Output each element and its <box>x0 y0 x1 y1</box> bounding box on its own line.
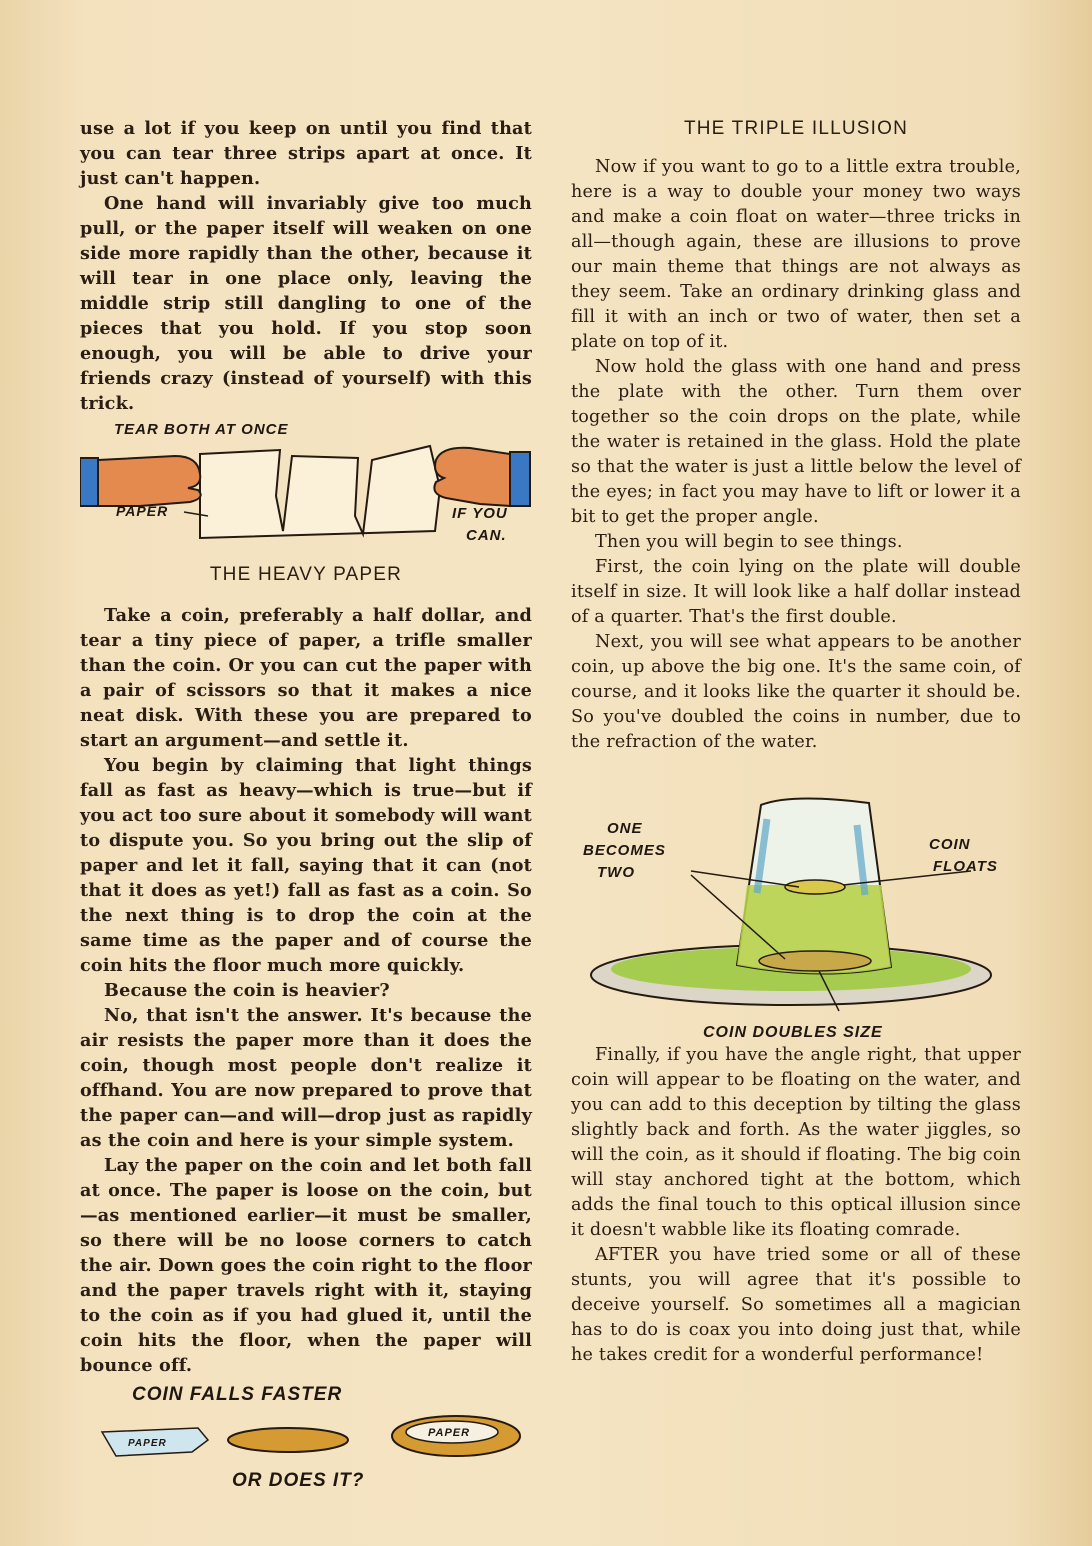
heavy-paper-heading: THE HEAVY PAPER <box>209 564 403 585</box>
right-paragraph-3: Then you will begin to see things. <box>595 532 903 552</box>
left-paragraph-1: use a lot if you keep on until you find that you can tear three strips apart at once. It just can't happen. <box>80 118 532 189</box>
right-column <box>571 116 1021 1368</box>
left-column <box>80 116 532 1498</box>
or-does-it-label: OR DOES IT? <box>232 1470 365 1491</box>
left-paragraph-6: No, that isn't the answer. It's because the air resists the paper more than it does the coin, though most people don't realize it offhand. You are now prepared to prove that the paper can—and will—drop just as rapidly as the coin and here is your simple system. <box>80 1005 532 1151</box>
left-paragraph-5: Because the coin is heavier? <box>104 980 390 1001</box>
right-hand-icon <box>434 448 510 506</box>
left-cuff-icon <box>80 458 98 506</box>
coin-doubles-label: COIN DOUBLES SIZE <box>703 1024 883 1041</box>
left-paragraph-2: One hand will invariably give too much pull, or the paper itself will weaken on one side more rapidly than the other, because it will tear in one place only, leaving the middle strip still dangling to one of the pieces that you hold. If you stop soon enough, you will be able to drive your friends crazy (instead of yourself) with this trick. <box>80 193 532 414</box>
right-paragraph-6: Finally, if you have the angle right, that upper coin will appear to be floating on the water, and you can add to this deception by tilting the glass slightly back and forth. As the water jiggles, so will the coin, as it should if floating. The big coin will stay anchored tight at the bottom, which adds the final touch to this optical illusion since it doesn't wabble like its floating comrade. <box>571 1045 1021 1240</box>
coin-label: COIN <box>929 836 971 853</box>
paper-disk-label: PAPER <box>428 1427 471 1439</box>
triple-illusion-heading: THE TRIPLE ILLUSION <box>683 118 909 139</box>
two-label: TWO <box>597 864 635 881</box>
paper-label: PAPER <box>116 503 169 519</box>
right-paragraph-2: Now hold the glass with one hand and press the plate with the other. Turn them over together so the coin drops on the plate, while the water is retained in the glass. Hold the plate so that the water is just a little below the level of the eyes; in fact you may have to lift or lower it a bit to get the proper angle. <box>571 357 1021 527</box>
becomes-label: BECOMES <box>583 842 666 859</box>
one-label: ONE <box>607 820 643 837</box>
falling-coin-icon <box>228 1428 348 1452</box>
coin-falls-label: COIN FALLS FASTER <box>132 1384 343 1405</box>
can-label: CAN. <box>466 527 507 544</box>
glass-illusion-illustration <box>571 775 1021 1043</box>
tear-both-label: TEAR BOTH AT ONCE <box>114 421 289 438</box>
left-paragraph-3: Take a coin, preferably a half dollar, and tear a tiny piece of paper, a trifle smaller than the coin. Or you can cut the paper with a pair of scissors so that it makes a nice neat disk. With these you are prepared to start an argument—and settle it. <box>80 605 532 751</box>
coin-falls-illustration <box>80 1378 532 1498</box>
if-you-label: IF YOU <box>452 505 508 522</box>
right-paragraph-4: First, the coin lying on the plate will double itself in size. It will look like a half dollar instead of a quarter. That's the first double. <box>571 557 1021 627</box>
floats-label: FLOATS <box>933 858 998 875</box>
right-cuff-icon <box>510 452 530 506</box>
left-paragraph-7: Lay the paper on the coin and let both fall at once. The paper is loose on the coin, but —as mentioned earlier—it must be smaller, so there will be no loose corners to catch the air. Down goes the coin right to the floor and the paper travels right with it, staying to the coin as if you had glued it, until the coin hits the floor, when the paper will bounce off. <box>80 1155 532 1376</box>
doubled-coin-icon <box>759 951 871 971</box>
left-hand-icon <box>98 456 201 506</box>
paper-sheet-icon <box>200 446 440 538</box>
tear-paper-illustration <box>80 416 532 560</box>
left-paragraph-4: You begin by claiming that light things fall as fast as heavy—which is true—but if you act too sure about it somebody will want to dispute you. So you bring out the slip of paper and let it fall, saying that it can (not that it does as yet!) fall as fast as a coin. So the next thing is to drop the coin at the same time as the paper and of course the coin hits the floor much more quickly. <box>80 755 532 976</box>
right-paragraph-7: AFTER you have tried some or all of these stunts, you will agree that it's possible to deceive yourself. So sometimes all a magician has to do is coax you into doing just that, while he takes credit for a wonderful performance! <box>571 1245 1021 1365</box>
right-paragraph-1: Now if you want to go to a little extra trouble, here is a way to double your money two ways and make a coin float on water—three tricks in all—though again, these are illusions to prove our main theme that things are not always as they seem. Take an ordinary drinking glass and fill it with an inch or two of water, then set a plate on top of it. <box>571 157 1021 352</box>
right-paragraph-5: Next, you will see what appears to be another coin, up above the big one. It's the same coin, of course, and it looks like the quarter it should be. So you've doubled the coins in number, due to the refraction of the water. <box>571 632 1021 752</box>
loose-paper-label: PAPER <box>128 1438 167 1449</box>
